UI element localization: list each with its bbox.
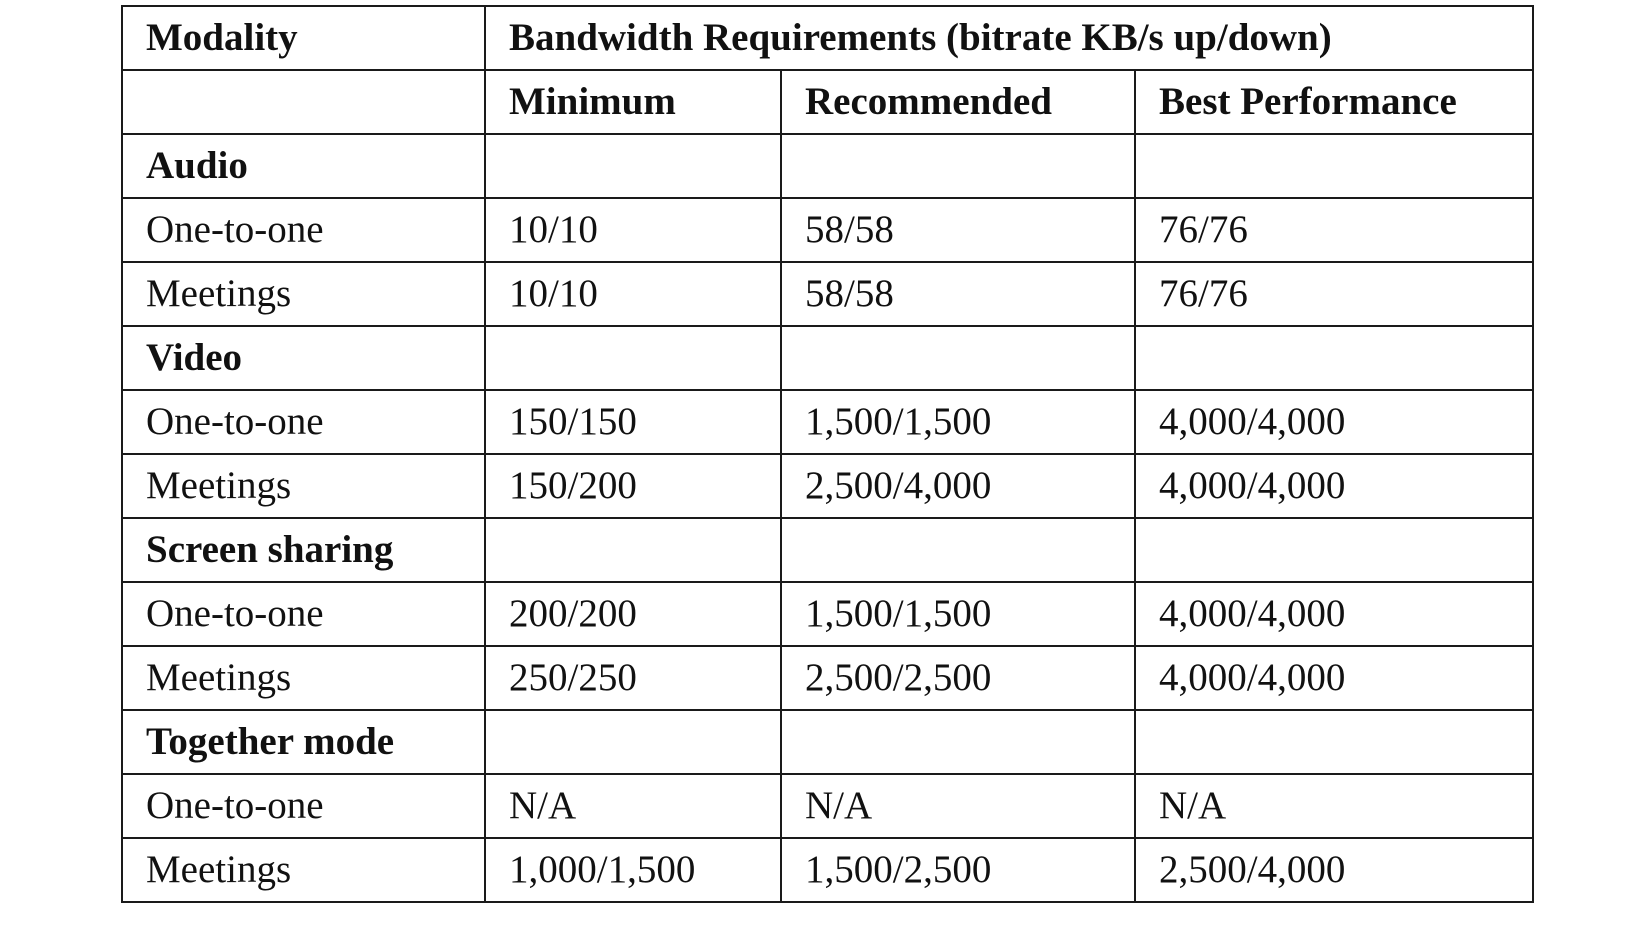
row-label: Meetings [122, 262, 485, 326]
empty-cell [485, 326, 781, 390]
recommended-value: 58/58 [781, 262, 1135, 326]
empty-cell [781, 134, 1135, 198]
recommended-value: 1,500/1,500 [781, 582, 1135, 646]
minimum-value: 150/150 [485, 390, 781, 454]
best-performance-value: 4,000/4,000 [1135, 390, 1533, 454]
minimum-value: 200/200 [485, 582, 781, 646]
recommended-value: N/A [781, 774, 1135, 838]
section-row-screen-sharing [122, 518, 1533, 582]
minimum-value: 10/10 [485, 262, 781, 326]
minimum-value: 250/250 [485, 646, 781, 710]
minimum-value: 10/10 [485, 198, 781, 262]
best-performance-value: 76/76 [1135, 198, 1533, 262]
table-row [122, 390, 1533, 454]
minimum-value: 150/200 [485, 454, 781, 518]
empty-cell [781, 518, 1135, 582]
empty-cell [485, 134, 781, 198]
minimum-value: N/A [485, 774, 781, 838]
minimum-header: Minimum [485, 70, 781, 134]
table-row [122, 774, 1533, 838]
row-label: One-to-one [122, 582, 485, 646]
best-performance-value: 4,000/4,000 [1135, 582, 1533, 646]
empty-cell [1135, 134, 1533, 198]
best-performance-value: 76/76 [1135, 262, 1533, 326]
table-row [122, 454, 1533, 518]
table-row [122, 838, 1533, 902]
table-row [122, 262, 1533, 326]
section-row-audio [122, 134, 1533, 198]
row-label: One-to-one [122, 774, 485, 838]
section-label: Video [122, 326, 485, 390]
row-label: Meetings [122, 454, 485, 518]
row-label: Meetings [122, 838, 485, 902]
best-performance-value: 2,500/4,000 [1135, 838, 1533, 902]
table-row [122, 198, 1533, 262]
section-row-together-mode [122, 710, 1533, 774]
empty-cell [485, 518, 781, 582]
row-label: One-to-one [122, 390, 485, 454]
empty-cell [1135, 518, 1533, 582]
recommended-value: 58/58 [781, 198, 1135, 262]
recommended-value: 1,500/2,500 [781, 838, 1135, 902]
section-row-video [122, 326, 1533, 390]
empty-cell [1135, 326, 1533, 390]
row-label: Meetings [122, 646, 485, 710]
table-body [122, 6, 1533, 902]
empty-cell [781, 326, 1135, 390]
row-label: One-to-one [122, 198, 485, 262]
bandwidth-header: Bandwidth Requirements (bitrate KB/s up/down) [485, 6, 1533, 70]
empty-cell [781, 710, 1135, 774]
table-row [122, 646, 1533, 710]
modality-header: Modality [122, 6, 485, 70]
empty-cell [1135, 710, 1533, 774]
subheader-empty-cell [122, 70, 485, 134]
section-label: Together mode [122, 710, 485, 774]
recommended-value: 2,500/2,500 [781, 646, 1135, 710]
best-performance-value: 4,000/4,000 [1135, 646, 1533, 710]
recommended-value: 1,500/1,500 [781, 390, 1135, 454]
section-label: Audio [122, 134, 485, 198]
bandwidth-requirements-table [121, 5, 1534, 903]
header-row [122, 6, 1533, 70]
recommended-header: Recommended [781, 70, 1135, 134]
minimum-value: 1,000/1,500 [485, 838, 781, 902]
empty-cell [485, 710, 781, 774]
best-performance-value: 4,000/4,000 [1135, 454, 1533, 518]
best-performance-value: N/A [1135, 774, 1533, 838]
section-label: Screen sharing [122, 518, 485, 582]
best-performance-header: Best Performance [1135, 70, 1533, 134]
subheader-row [122, 70, 1533, 134]
recommended-value: 2,500/4,000 [781, 454, 1135, 518]
table-row [122, 582, 1533, 646]
